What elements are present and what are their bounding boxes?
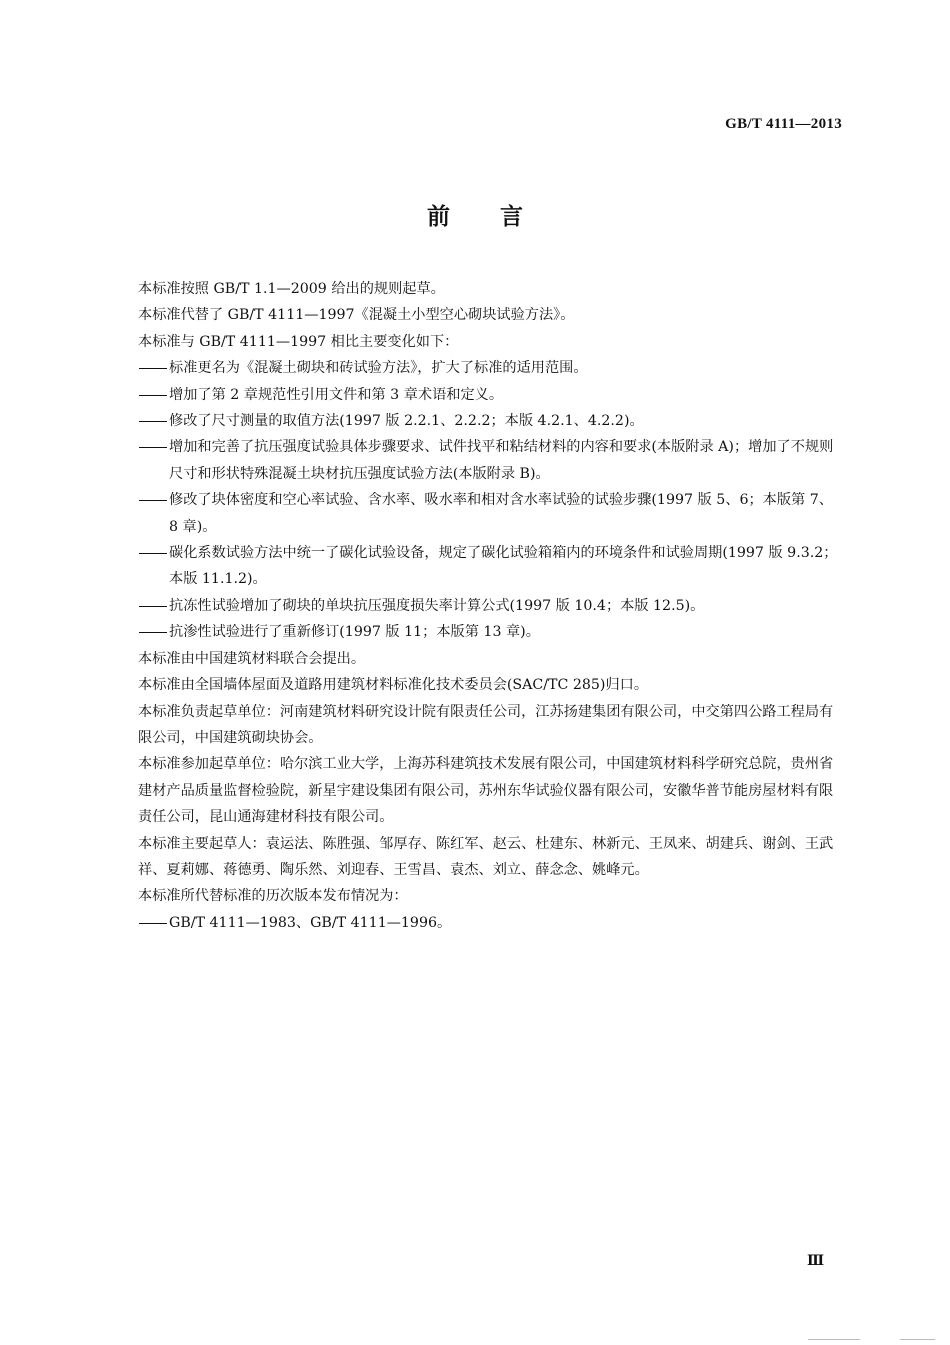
change-item bbox=[138, 619, 838, 645]
paragraph: 本标准负责起草单位：河南建筑材料研究设计院有限责任公司，江苏扬建集团有限公司，中交第四公路工程局有限公司，中国建筑砌块协会。 bbox=[138, 703, 834, 746]
paragraph: 本标准代替了 GB/T 4111—1997《混凝土小型空心砌块试验方法》。 bbox=[138, 307, 575, 324]
change-item bbox=[138, 540, 838, 593]
paragraph: 本标准参加起草单位：哈尔滨工业大学，上海苏科建筑技术发展有限公司，中国建筑材料科学研究总院，贵州省建材产品质量监督检验院，新星宇建设集团有限公司，苏州东华试验仪器有限公司，安徽华普节能房屋材料有限责任公司，昆山通海建材科技有限公司。 bbox=[138, 756, 834, 826]
standard-code: GB/T 4111—2013 bbox=[725, 116, 842, 132]
page-number: Ⅲ bbox=[807, 1254, 825, 1269]
paragraph: 本标准由中国建筑材料联合会提出。 bbox=[138, 650, 366, 667]
change-item bbox=[138, 487, 838, 540]
history-text: GB/T 4111—1983、GB/T 4111—1996。 bbox=[169, 914, 452, 931]
change-text: 增加了第 2 章规范性引用文件和第 3 章术语和定义。 bbox=[169, 386, 504, 403]
change-text: 抗渗性试验进行了重新修订(1997 版 11；本版第 13 章)。 bbox=[169, 624, 540, 641]
change-text: 抗冻性试验增加了砌块的单块抗压强度损失率计算公式(1997 版 10.4；本版 12.5)。 bbox=[169, 597, 705, 614]
change-item bbox=[138, 382, 838, 408]
change-text: 碳化系数试验方法中统一了碳化试验设备，规定了碳化试验箱箱内的环境条件和试验周期(1997 版 9.3.2；本版 11.1.2)。 bbox=[169, 545, 838, 588]
paragraph-block bbox=[102, 751, 838, 830]
paragraph-block bbox=[102, 831, 838, 884]
change-text: 标准更名为《混凝土砌块和砖试验方法》，扩大了标准的适用范围。 bbox=[169, 360, 588, 377]
change-text: 修改了块体密度和空心率试验、含水率、吸水率和相对含水率试验的试验步骤(1997 版 5、6；本版第 7、8 章)。 bbox=[169, 492, 833, 535]
paragraph: 本标准所代替标准的历次版本发布情况为： bbox=[138, 888, 408, 905]
paragraph: 本标准与 GB/T 4111—1997 相比主要变化如下： bbox=[138, 333, 459, 350]
paragraph: 本标准主要起草人：袁运法、陈胜强、邹厚存、陈红军、赵云、杜建东、林新元、王凤来、胡建兵、谢剑、王武祥、夏莉娜、蒋德勇、陶乐然、刘迎春、王雪昌、袁杰、刘立、薛念念、姚峰元。 bbox=[138, 835, 834, 878]
footer-rule bbox=[808, 1339, 860, 1340]
foreword-body bbox=[138, 276, 838, 936]
paragraph: 本标准由全国墙体屋面及道路用建筑材料标准化技术委员会(SAC/TC 285)归口。 bbox=[138, 677, 649, 694]
change-text: 增加和完善了抗压强度试验具体步骤要求、试件找平和粘结材料的内容和要求(本版附录 A)；增加了不规则尺寸和形状特殊混凝土块材抗压强度试验方法(本版附录 B)。 bbox=[169, 439, 834, 482]
change-text: 修改了尺寸测量的取值方法(1997 版 2.2.1、2.2.2；本版 4.2.1、4.2.2)。 bbox=[169, 413, 644, 430]
change-item bbox=[138, 408, 838, 434]
history-item bbox=[138, 910, 838, 936]
paragraph-block bbox=[102, 699, 838, 752]
page-title: 前言 bbox=[427, 204, 573, 230]
footer-rule bbox=[900, 1339, 935, 1340]
change-item bbox=[138, 355, 838, 381]
paragraph: 本标准按照 GB/T 1.1—2009 给出的规则起草。 bbox=[138, 281, 445, 297]
change-item bbox=[138, 434, 838, 487]
change-item bbox=[138, 593, 838, 619]
